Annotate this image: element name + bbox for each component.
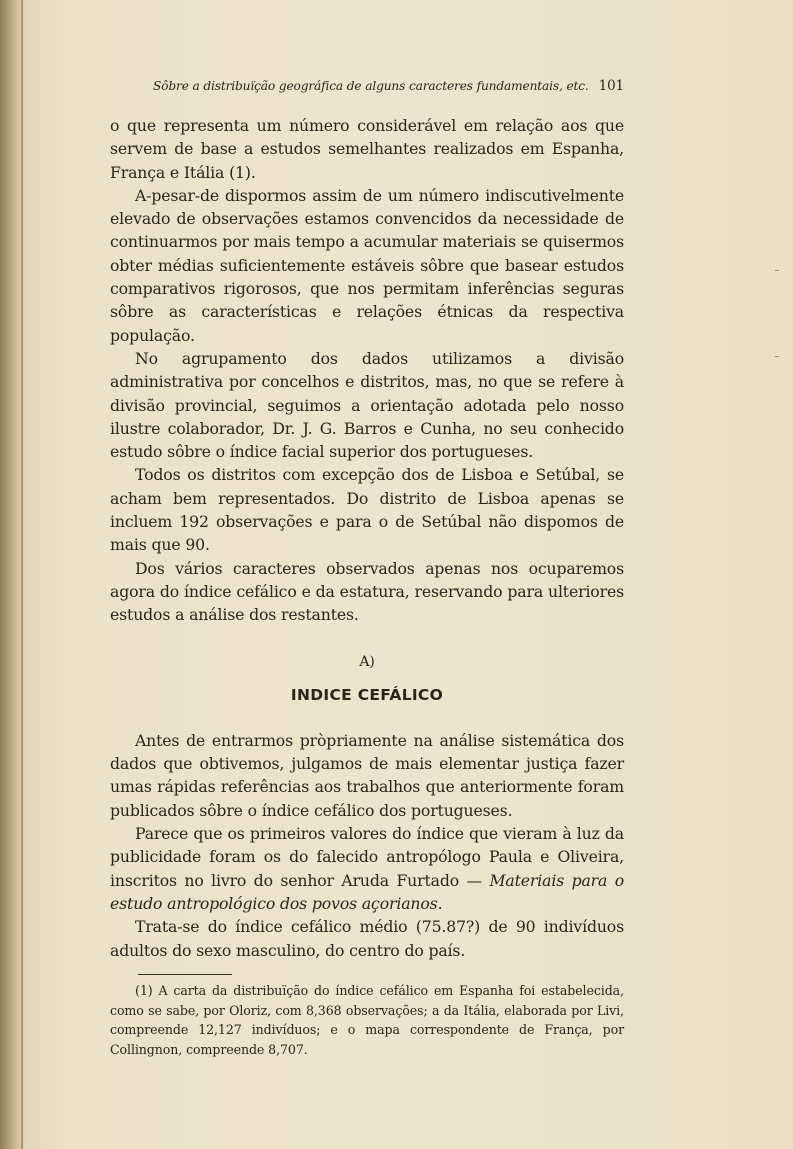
margin-mark	[775, 356, 779, 357]
paragraph-with-citation	[110, 822, 624, 915]
gutter-line	[21, 0, 23, 1149]
section-heading: INDICE CEFÁLICO	[290, 685, 444, 704]
paragraph: o que representa um número considerável em relação aos que servem de base a estudos semelhantes realizados em Espanha, França e Itália (1).	[110, 116, 624, 182]
paragraph: No agrupamento dos dados utilizamos a divisão administrativa por concelhos e distritos, mas, no que se refere à divisão provincial, seguimos a orientação adotada pelo nosso ilustre colaborador, Dr. J. G. Barros e Cunha, no seu conhecido estudo sôbre o índice facial superior dos portugueses.	[110, 348, 624, 462]
margin-mark	[775, 270, 779, 271]
paragraph: Antes de entrarmos pròpriamente na análise sistemática dos dados que obtivemos, julgamos de mais elementar justiça fazer umas rápidas referências aos trabalhos que anteriormente foram publicados sôbre o índice cefálico dos portugueses.	[110, 730, 624, 820]
page-content	[110, 78, 624, 1060]
paragraph: Dos vários caracteres observados apenas nos ocuparemos agora do índice cefálico e da estatura, reservando para ulteriores estudos a análise dos restantes.	[110, 558, 624, 625]
page-number: 101	[598, 78, 624, 94]
paragraph: A-pesar-de dispormos assim de um número indiscutivelmente elevado de observações estamos convencidos da necessidade de continuarmos por mais tempo a acumular materiais se quisermos obter médias suficientemente estáveis sôbre que basear estudos comparativos rigorosos, que nos permitam inferências seguras sôbre as características e relações étnicas da respectiva população.	[110, 185, 624, 345]
citation-lead-text: Parece que os primeiros valores do índice que vieram à luz da publicidade foram os do falecido antropólogo Paula e Oliveira, inscritos no livro do senhor Aruda Furtado —	[110, 824, 624, 890]
running-head	[110, 78, 624, 114]
footnote-separator	[138, 974, 232, 975]
cited-work-title: Materiais para o estudo antropológico dos povos açorianos	[110, 870, 624, 913]
paragraph: Todos os distritos com excepção dos de Lisboa e Setúbal, se acham bem representados. Do distrito de Lisboa apenas se incluem 192 observações e para o de Setúbal não dispomos de mais que 90.	[110, 465, 624, 555]
paragraph: Trata-se do índice cefálico médio (75.87?) de 90 indivíduos adultos do sexo masculino, do centro do país.	[110, 917, 624, 960]
running-title: Sôbre a distribuïção geográfica de alguns caracteres fundamentais, etc.	[152, 79, 589, 93]
citation-trailing-text: .	[437, 893, 443, 913]
body-text	[110, 114, 624, 962]
footnote: (1) A carta da distribuïção do índice cefálico em Espanha foi estabelecida, como se sabe, por Oloriz, com 8,368 observações; a da Itália, elaborada por Livi, compreende 12,127 indivíduos; e o mapa correspondente de França, por Collingnon, compreende 8,707.	[110, 982, 624, 1058]
section-letter: A)	[359, 653, 375, 670]
